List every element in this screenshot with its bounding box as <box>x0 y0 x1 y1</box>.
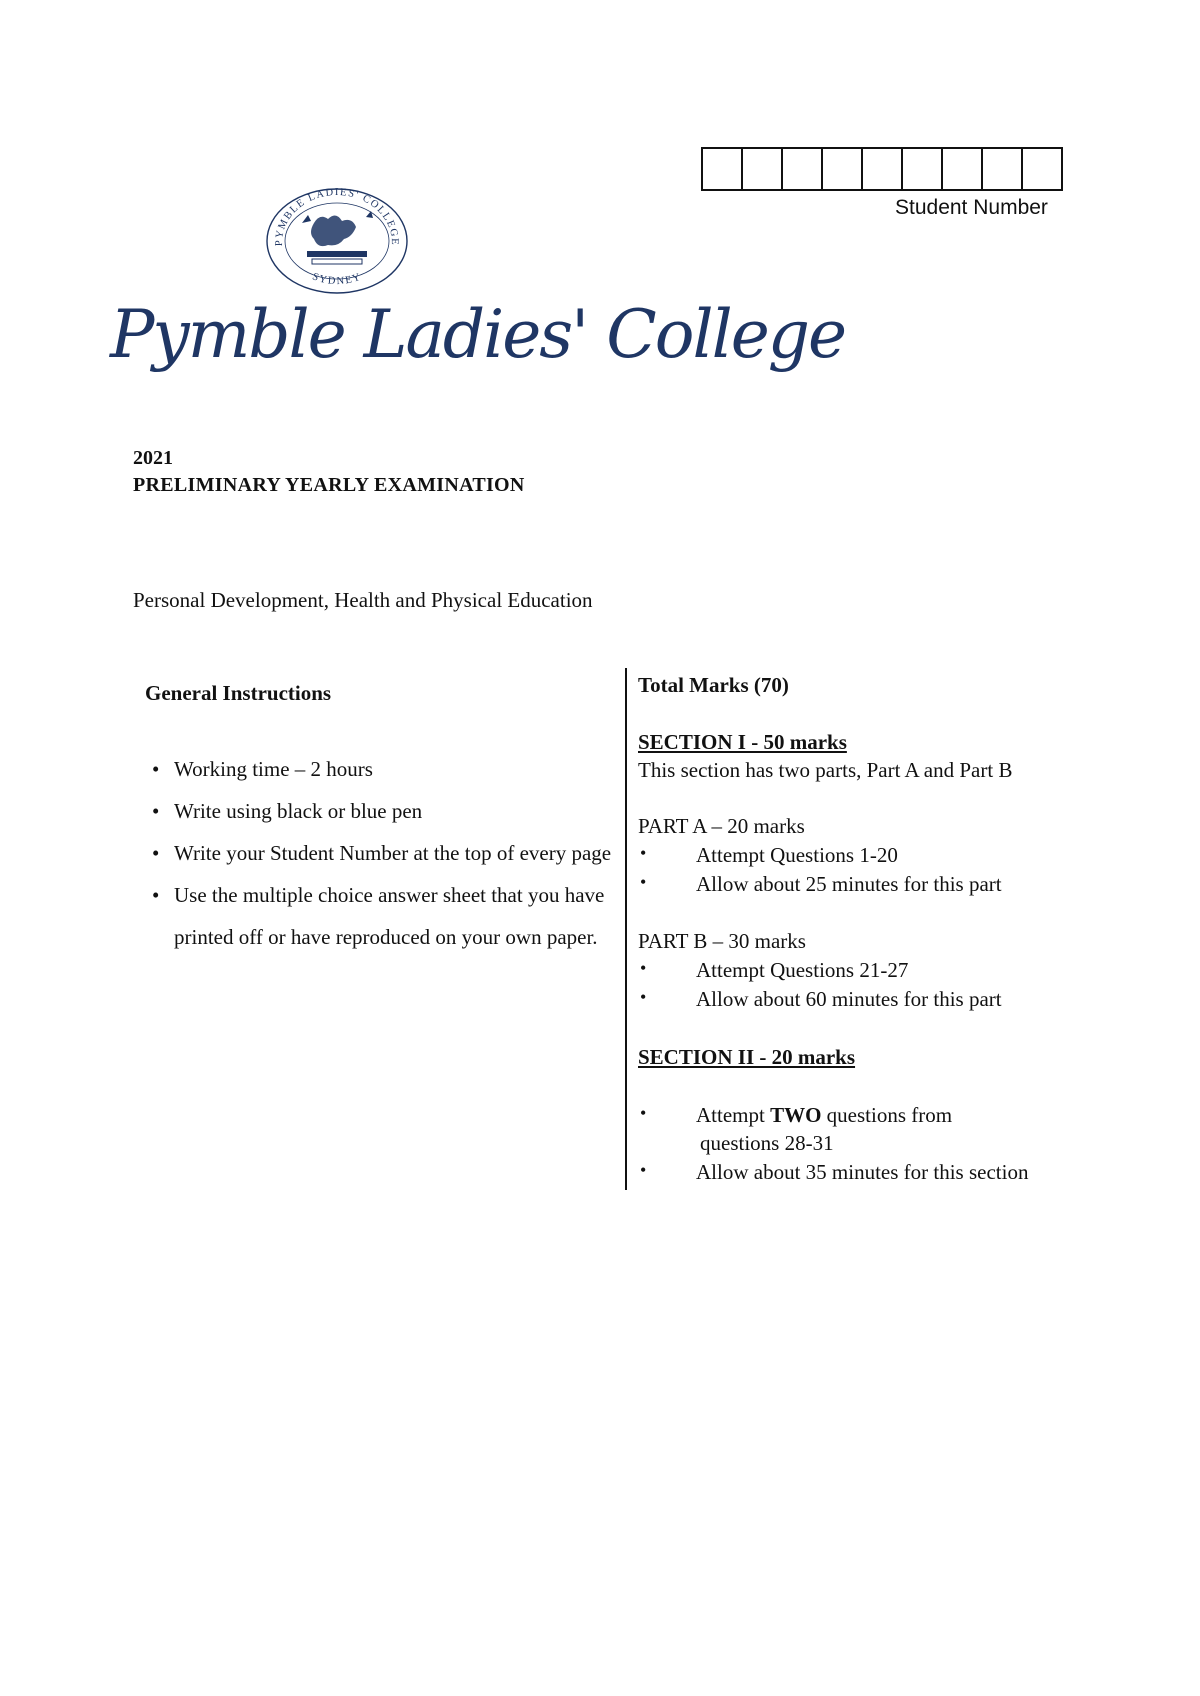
bullet-icon: • <box>152 757 160 781</box>
college-crest-icon <box>262 183 412 295</box>
student-number-digit-box[interactable] <box>783 147 823 191</box>
student-number-digit-box[interactable] <box>943 147 983 191</box>
bullet-icon: • <box>640 1103 647 1123</box>
student-number-digit-box[interactable] <box>903 147 943 191</box>
bullet-icon: • <box>640 872 647 892</box>
bullet-icon: • <box>152 799 160 823</box>
general-instructions-list <box>152 748 612 958</box>
crest-text-bottom: SYDNEY <box>310 271 364 288</box>
exam-year: 2021 <box>133 447 173 469</box>
exam-title: PRELIMINARY YEARLY EXAMINATION <box>133 474 525 496</box>
student-number-boxes[interactable] <box>701 147 1063 191</box>
student-number-digit-box[interactable] <box>743 147 783 191</box>
part-a-heading: PART A – 20 marks <box>638 814 805 838</box>
bullet-icon: • <box>640 987 647 1007</box>
list-item: • Working time – 2 hours <box>152 748 612 790</box>
student-number-digit-box[interactable] <box>863 147 903 191</box>
section-1-description: This section has two parts, Part A and Part B <box>638 758 1013 782</box>
student-number-digit-box[interactable] <box>983 147 1023 191</box>
student-number-digit-box[interactable] <box>823 147 863 191</box>
bullet-icon: • <box>152 841 160 865</box>
exam-subject: Personal Development, Health and Physical Education <box>133 588 593 612</box>
bullet-icon: • <box>640 843 647 863</box>
list-item: • Write using black or blue pen <box>152 790 612 832</box>
student-number-label: Student Number <box>895 196 1048 219</box>
section-2-heading: SECTION II - 20 marks <box>638 1045 856 1069</box>
section-1-heading: SECTION I - 50 marks <box>638 730 847 754</box>
list-item: • Write your Student Number at the top of every page <box>152 832 612 874</box>
student-number-digit-box[interactable] <box>1023 147 1063 191</box>
college-wordmark: Pymble Ladies' College <box>110 296 846 373</box>
general-instructions-heading: General Instructions <box>145 681 332 705</box>
student-number-digit-box[interactable] <box>703 147 743 191</box>
crest-text-top: PYMBLE LADIES' COLLEGE <box>273 186 401 247</box>
bullet-icon: • <box>640 1160 647 1180</box>
bullet-icon: • <box>152 883 160 907</box>
total-marks: Total Marks (70) <box>638 673 789 697</box>
list-item-continuation: questions 28-31 <box>700 1131 834 1155</box>
list-item: • Use the multiple choice answer sheet that you have printed off or have reproduced on your own paper. <box>152 874 612 958</box>
part-b-heading: PART B – 30 marks <box>638 929 806 953</box>
column-divider <box>625 668 627 1190</box>
bullet-icon: • <box>640 958 647 978</box>
